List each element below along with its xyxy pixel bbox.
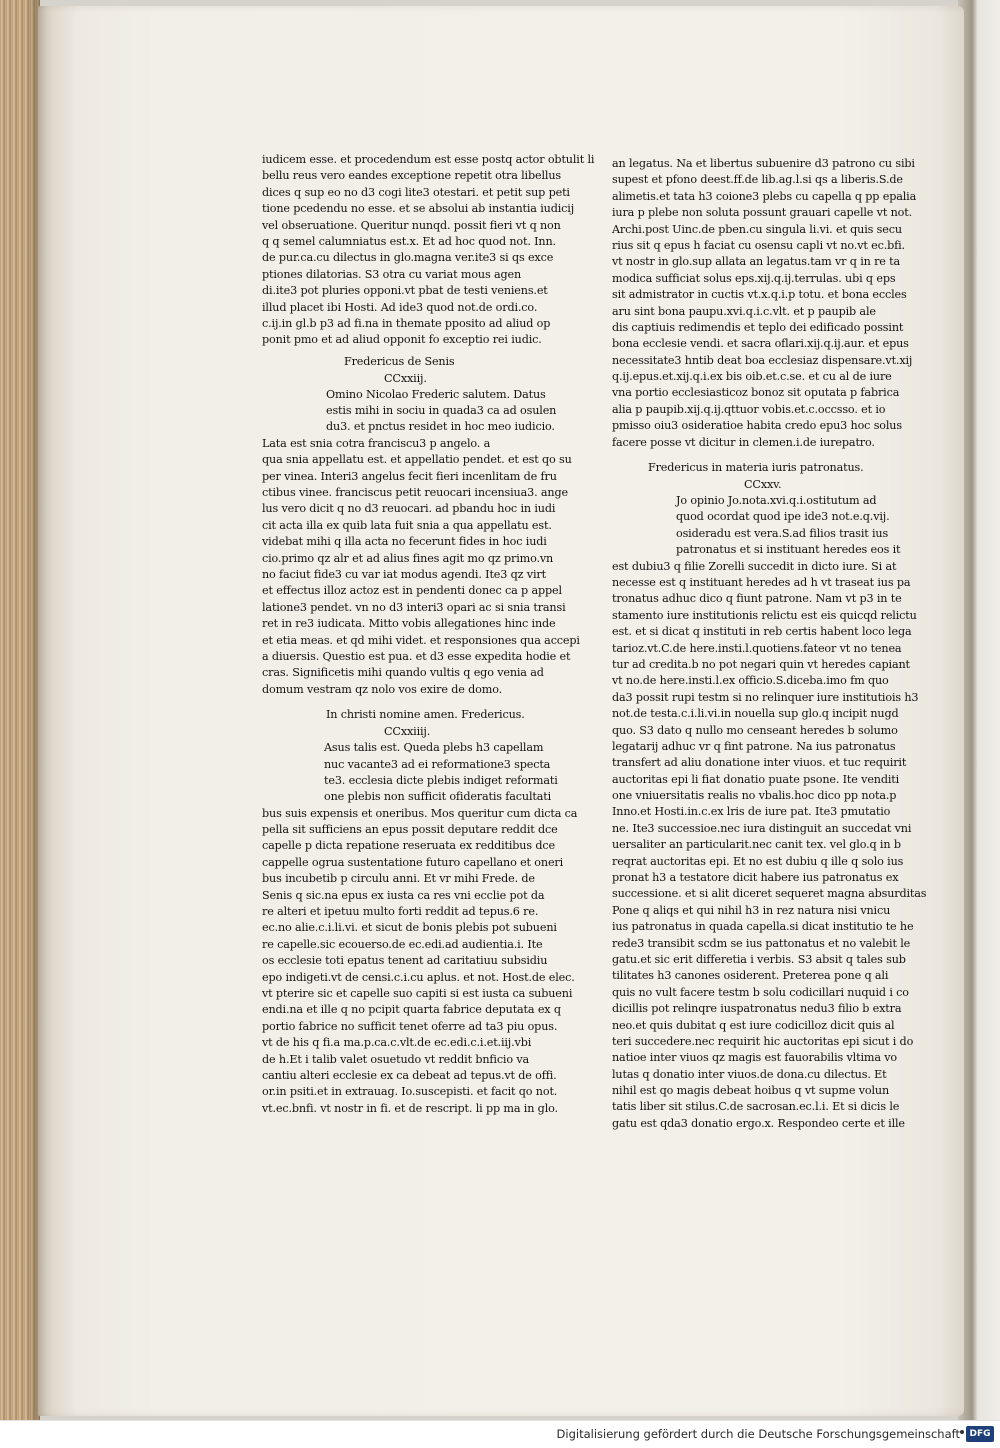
text-line: patronatus et si instituant heredes eos it [676, 543, 901, 557]
text-line: endi.na et ille q no pcipit quarta fabrice deputata ex q [262, 1003, 561, 1017]
text-line: no faciut fide3 cu var iat modus agendi. Ite3 qz virt [262, 567, 546, 581]
text-line: iura p plebe non soluta possunt grauari capelle vt not. [612, 206, 913, 220]
dfg-logo: DFG [966, 1426, 994, 1442]
text-line: ctibus vinee. franciscus petit reuocari incensiua3. ange [262, 486, 568, 500]
text-line: tronatus adhuc dico q fiunt patrone. Nam vt p3 in te [612, 592, 902, 606]
text-line: latione3 pendet. vn no d3 interi3 opari ac si snia transi [262, 600, 566, 614]
text-line: modica sufficiat solus eps.xij.q.ij.terrulas. ubi q eps [612, 271, 896, 285]
text-line: Lata est snia cotra franciscu3 p angelo. a [262, 436, 491, 450]
text-line: di.ite3 pot pluries opponi.vt pbat de testi veniens.et [262, 284, 548, 298]
text-line: auctoritas epi li fiat donatio puate psone. Ite venditi [612, 772, 900, 786]
text-line: domum vestram qz nolo vos exire de domo. [262, 682, 502, 696]
text-line: da3 possit rupi testm si no relinquer iure institutiois h3 [612, 690, 919, 704]
left-column-top-block [262, 152, 595, 349]
text-line: reqrat auctoritas epi. Et no est dubiu q ille q solo ius [612, 854, 904, 868]
text-line: tione pcedendu no esse. et se absolui ab instantia iudicij [262, 202, 575, 216]
text-line: rius sit q epus h faciat cu osensu capli vt no.vt ec.bfi. [612, 238, 905, 252]
text-line: ponit pmo et ad aliud opponit fo exceptio rei iudic. [262, 333, 542, 347]
text-line: vt nostr in glo.sup allata an legatus.tam vr q in re ta [612, 255, 901, 269]
text-line: bellu reus vero eandes exceptione repetit otra libellus [262, 169, 561, 183]
text-line: transfert ad aliu donatione inter viuos. et tuc requirit [612, 756, 907, 770]
text-line: de pur.ca.cu dilectus in glo.magna ver.ite3 si qs exce [262, 251, 554, 265]
text-line: illud placet ibi Hosti. Ad ide3 quod not.de ordi.co. [262, 300, 538, 314]
left-column-bottom-block [262, 740, 578, 1117]
text-line: tarioz.vt.C.de here.insti.l.quotiens.fateor vt no tenea [612, 641, 902, 655]
text-line: ec.no alie.c.i.li.vi. et sicut de bonis plebis pot subueni [262, 921, 557, 935]
text-line: pronat h3 a testatore dicit habere ius patronatus ex [612, 871, 899, 885]
book-page-edges [0, 0, 40, 1420]
text-line: cantiu alteri ecclesie ex ca debeat ad tepus.vt de offi. [262, 1068, 557, 1082]
text-line: tilitates h3 canones osiderent. Preterea pone q ali [612, 969, 889, 983]
text-line: q.ij.epus.et.xij.q.i.ex bis oib.et.c.se. et cu al de iure [612, 370, 892, 384]
text-line: re capelle.sic ecouerso.de ec.edi.ad audientia.i. Ite [262, 937, 543, 951]
text-line: dicillis pot relinqre iuspatronatus nedu3 filio b extra [612, 1002, 902, 1016]
text-line: lus vero dicit q no d3 reuocari. ad pbandu hoc in iudi [262, 502, 556, 516]
text-line: Jo opinio Jo.nota.xvi.q.i.ostitutum ad [676, 494, 877, 508]
text-line: an legatus. Na et libertus subuenire d3 patrono cu sibi [612, 157, 915, 170]
text-line: one vniuersitatis realis no vbalis.hoc dico pp nota.p [612, 789, 897, 803]
left-heading-2: In christi nomine amen. Fredericus. [326, 708, 525, 722]
text-line: du3. et pnctus residet in hoc meo iudicio. [326, 420, 555, 434]
text-line: supest et pfono deest.ff.de lib.ag.l.si qs a liberis.S.de [612, 173, 903, 187]
text-line: et effectus illoz actoz est in pendenti donec ca p appel [262, 584, 562, 598]
text-line: alia p paupib.xij.q.ij.qttuor vobis.et.c.occsso. et io [612, 402, 886, 416]
text-line: iudicem esse. et procedendum est esse postq actor obtulit li [262, 153, 595, 166]
text-line: te3. ecclesia dicte plebis indiget reformati [324, 773, 558, 787]
text-line: aru sint bona paupu.xvi.q.i.c.vlt. et p paupib ale [612, 304, 876, 318]
text-line: or.in psiti.et in extrauag. Io.suscepisti. et facit qo not. [262, 1085, 558, 1099]
text-line: neo.et quis dubitat q est iure codicilloz dicit quis al [612, 1018, 895, 1032]
text-line: bona ecclesie vendi. et sacra oflari.xij.q.ij.aur. et epus [612, 337, 909, 351]
text-line: alimetis.et tata h3 coione3 plebs cu capella q pp epalia [612, 189, 917, 203]
footer-credit-text: Digitalisierung gefördert durch die Deutsche Forschungsgemeinschaft [556, 1427, 960, 1441]
text-line: successione. et si alit diceret sequeret magna absurditas [612, 887, 927, 901]
text-line: cras. Significetis mihi quando vultis q ego venia ad [262, 666, 544, 680]
text-line: ne. Ite3 successioe.nec iura distinguit an succedat vni [612, 821, 912, 835]
separator-dot-icon [960, 1430, 964, 1434]
text-line: not.de testa.c.i.li.vi.in nouella sup glo.q incipit nugd [612, 707, 899, 721]
text-line: est. et si dicat q instituti in reb certis habent loco lega [612, 625, 912, 639]
text-line: q q semel calumniatus est.x. Et ad hoc quod not. Inn. [262, 234, 556, 248]
left-heading-1: Fredericus de Senis [344, 354, 455, 368]
text-line: Pone q aliqs et qui nihil h3 in rez natura nisi vnicu [612, 903, 891, 917]
text-line: de h.Et i talib valet osuetudo vt reddit bnficio va [262, 1052, 530, 1066]
text-line: est dubiu3 q filie Zorelli succedit in dicto iure. Si at [612, 559, 897, 573]
text-line: dis captiuis redimendis et teplo dei edificado possint [612, 320, 904, 334]
text-line: ptiones dilatorias. S3 otra cu variat mous agen [262, 267, 522, 281]
text-line: vt no.de here.insti.l.ex officio.S.diceba.imo fm quo [612, 674, 889, 688]
text-line: quo. S3 dato q nullo mo censeant heredes b solumo [612, 723, 898, 737]
text-line: ret in re3 iudicata. Mitto vobis allegationes hinc inde [262, 617, 556, 631]
text-line: necessitate3 hntib deat boa ecclesiaz dispensare.vt.xij [612, 353, 913, 367]
text-line: estis mihi in sociu in quada3 ca ad osulen [326, 404, 557, 418]
text-line: pmisso oiu3 osideratioe habita credo epu3 hoc solus [612, 419, 902, 433]
text-line: dices q sup eo no d3 cogi lite3 otestari. et petit sup peti [262, 185, 570, 199]
text-line: portio fabrice no sufficit tenet oferre ad ta3 piu opus. [262, 1019, 558, 1033]
text-line: uersaliter an particularit.nec canit tex. vel glo.q in b [612, 838, 901, 852]
left-heading-2-number: CCxxiiij. [384, 725, 431, 739]
text-line: teri succedere.nec requirit hic auctoritas epi sicut i do [612, 1034, 914, 1048]
text-line: ius patronatus in quada capella.si dicat institutio te he [612, 920, 914, 934]
left-heading-1-number: CCxxiij. [384, 371, 427, 385]
text-line: vt pterire sic et capelle suo capiti si est iusta ca subueni [262, 986, 573, 1000]
text-line: nihil est qo magis debeat hoibus q vt supme volun [612, 1084, 890, 1098]
right-column-middle-block [612, 493, 927, 1132]
text-line: vna portio ecclesiasticoz bonoz sit oputata p fabrica [612, 386, 900, 400]
text-line: Omino Nicolao Frederic salutem. Datus [326, 387, 546, 401]
right-text-column [612, 156, 927, 1132]
text-line: necesse est q instituant heredes ad h vt traseat ius pa [612, 575, 911, 589]
text-line: c.ij.in gl.b p3 ad fi.na in themate pposito ad aliud op [262, 316, 551, 330]
text-line: lutas q donatio inter viuos.de dona.cu dilectus. Et [612, 1067, 887, 1081]
text-line: Asus talis est. Queda plebs h3 capellam [324, 741, 544, 755]
text-line: quod ocordat quod ipe ide3 not.e.q.vij. [676, 510, 890, 524]
right-column-top-block [612, 156, 917, 451]
text-line: a diuersis. Questio est pua. et d3 esse expedita hodie et [262, 649, 571, 663]
text-line: gatu est qda3 donatio ergo.x. Respondeo certe et ille [612, 1116, 905, 1130]
text-line: qua snia appellatu est. et appellatio pendet. et est qo su [262, 453, 572, 467]
text-line: per vinea. Interi3 angelus fecit fieri incenlitam de fru [262, 469, 557, 483]
text-line: legatarij adhuc vr q fint patrone. Na ius patronatus [612, 739, 896, 753]
text-line: os ecclesie toti epatus tenent ad caritatiuu subsidiu [262, 954, 548, 968]
text-line: bus incubetib p circulu anni. Et vr mihi Frede. de [262, 872, 535, 886]
text-line: vt.ec.bnfi. vt nostr in fi. et de rescript. li pp ma in glo. [262, 1101, 558, 1115]
text-line: Archi.post Uinc.de pben.cu singula li.vi. et quis secu [612, 222, 902, 236]
text-line: bus suis expensis et oneribus. Mos queritur cum dicta ca [262, 806, 578, 820]
text-line: quis no vult facere testm b solu codicillari nuquid i co [612, 985, 909, 999]
text-line: cappelle ogrua sustentatione futuro capellano et oneri [262, 855, 564, 869]
text-line: tatis liber sit stilus.C.de sacrosan.ec.l.i. Et si dicis le [612, 1100, 900, 1114]
text-line: nuc vacante3 ad ei reformatione3 specta [324, 757, 551, 771]
left-text-column [262, 152, 595, 1117]
book-right-edge [958, 0, 1000, 1420]
text-line: videbat mihi q illa acta no fecerunt fides in hoc iudi [262, 535, 547, 549]
text-line: gatu.et sic erit differetia i verbis. S3 absit q tales sub [612, 952, 906, 966]
text-line: vel obseruatione. Queritur nunqd. possit fieri vt q non [262, 218, 561, 232]
footer-bar [0, 1420, 1000, 1448]
text-line: tur ad credita.b no pot negari quin vt heredes capiant [612, 657, 910, 671]
text-line: epo indigeti.vt de censi.c.i.cu aplus. et not. Host.de elec. [262, 970, 575, 984]
text-line: et etia meas. et qd mihi videt. et responsiones qua accepi [262, 633, 580, 647]
text-line: osideradu est vera.S.ad filios trasit ius [676, 526, 889, 540]
text-line: pella sit sufficiens an epus possit deputare reddit dce [262, 823, 558, 837]
text-line: capelle p dicta repatione reseruata ex redditibus dce [262, 839, 555, 853]
right-heading-1: Fredericus in materia iuris patronatus. [648, 461, 864, 475]
text-line: stamento iure institutionis relictu est eis quicqd relictu [612, 608, 917, 622]
text-line: vt de his q fi.a ma.p.ca.c.vlt.de ec.edi.c.i.et.iij.vbi [262, 1036, 532, 1050]
left-column-middle-block [262, 387, 580, 698]
text-line: one plebis non sufficit ofideratis facultati [324, 790, 552, 804]
text-line: Inno.et Hosti.in.c.ex lris de iure pat. Ite3 pmutatio [612, 805, 891, 819]
text-line: re alteri et ipetuu multo forti reddit ad tepus.6 re. [262, 905, 539, 919]
text-line: Senis q sic.na epus ex iusta ca res vni ecclie pot da [262, 888, 545, 902]
text-line: cit acta illa ex quib lata fuit snia a qua appellatu est. [262, 518, 552, 532]
text-line: cio.primo qz alr et ad alius fines agit mo qz primo.vn [262, 551, 554, 565]
text-line: rede3 transibit scdm se ius pattonatus et no valebit le [612, 936, 911, 950]
text-line: sit admistrator in cuctis vt.x.q.i.p totu. et bona eccles [612, 288, 907, 302]
text-line: natioe inter viuos qz magis est fauorabilis vltima vo [612, 1051, 898, 1065]
text-line: facere posse vt dicitur in clemen.i.de iurepatro. [612, 435, 875, 449]
right-heading-1-number: CCxxv. [744, 478, 782, 492]
